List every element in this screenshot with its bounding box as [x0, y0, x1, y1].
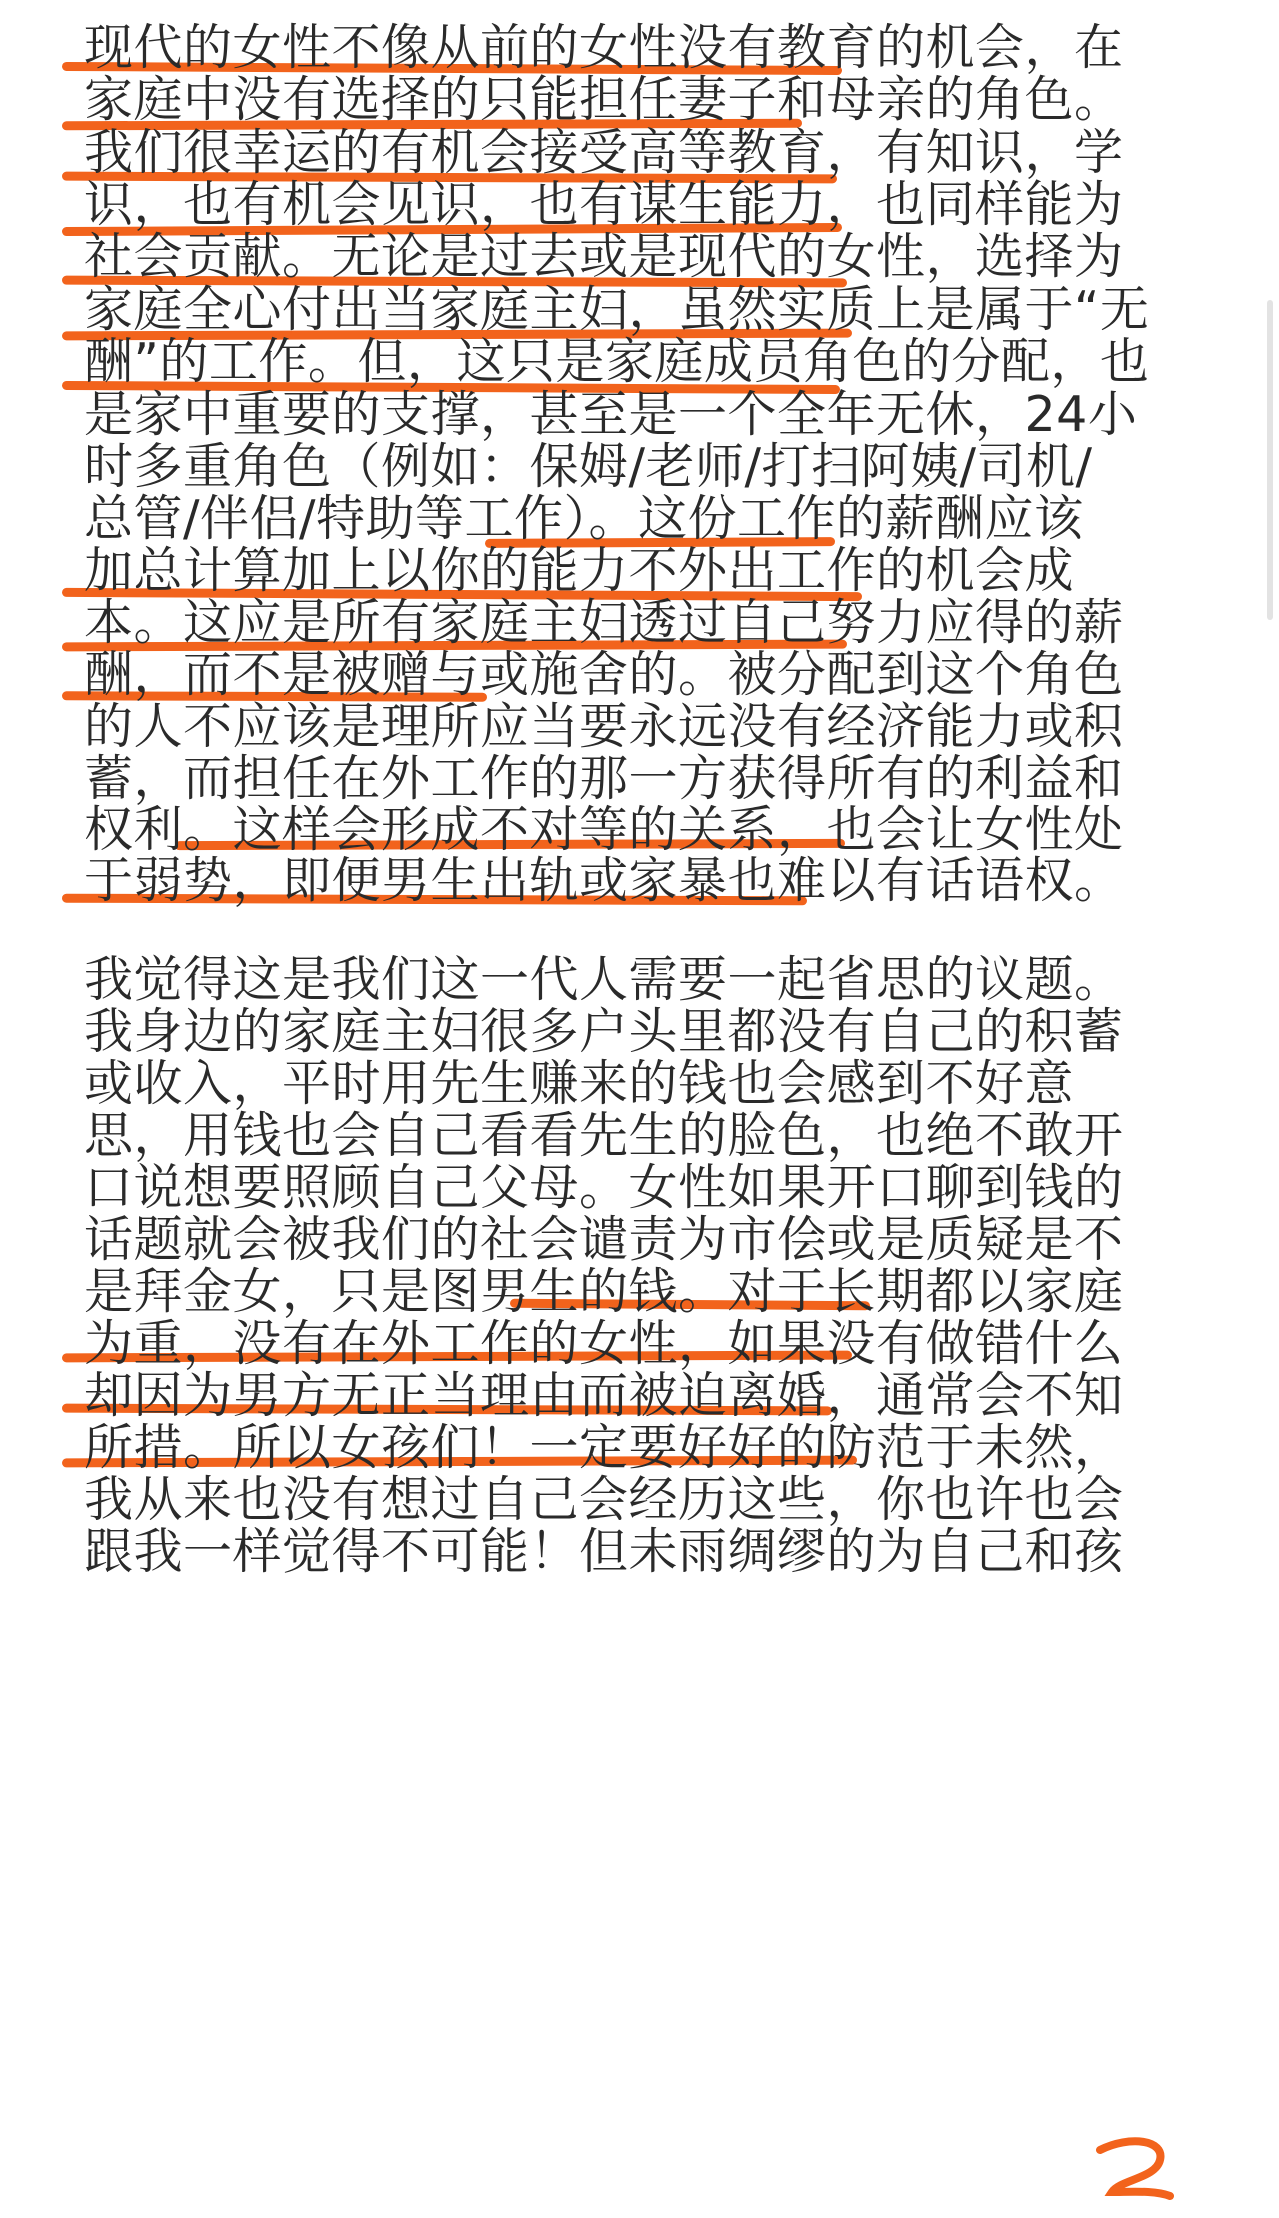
text-line: 于弱势，即便男生出轨或家暴也难以有话语权。: [84, 852, 1124, 909]
text-line: 为重，没有在外工作的女性，如果没有做错什么: [84, 1315, 1124, 1372]
text-line: 思，用钱也会自己看看先生的脸色，也绝不敢开: [84, 1107, 1124, 1164]
text-line: 酬”的工作。但，这只是家庭成员角色的分配，也: [84, 333, 1150, 390]
text-line: 口说想要照顾自己父母。女性如果开口聊到钱的: [84, 1159, 1124, 1216]
text-line: 识，也有机会见识，也有谋生能力，也同样能为: [84, 176, 1124, 233]
text-line: 酬，而不是被赠与或施舍的。被分配到这个角色: [84, 646, 1124, 703]
text-line: 加总计算加上以你的能力不外出工作的机会成: [84, 542, 1075, 599]
text-line: 我身边的家庭主妇很多户头里都没有自己的积蓄: [84, 1003, 1124, 1060]
text-line: 或收入，平时用先生赚来的钱也会感到不好意: [84, 1055, 1075, 1112]
text-line: 家庭中没有选择的只能担任妻子和母亲的角色。: [84, 71, 1124, 128]
text-line: 蓄，而担任在外工作的那一方获得所有的利益和: [84, 750, 1124, 807]
text-line: 我们很幸运的有机会接受高等教育，有知识，学: [84, 124, 1124, 181]
text-line: 本。这应是所有家庭主妇透过自己努力应得的薪: [84, 594, 1124, 651]
marker-swirl-icon: [1090, 2130, 1180, 2210]
text-line: 社会贡献。无论是过去或是现代的女性，选择为: [84, 228, 1124, 285]
text-line: 是拜金女，只是图男生的钱。对于长期都以家庭: [84, 1263, 1124, 1320]
text-line: 总管/伴侣/特助等工作）。这份工作的薪酬应该: [84, 490, 1084, 547]
text-line: 我从来也没有想过自己会经历这些，你也许也会: [84, 1471, 1124, 1528]
text-line: 时多重角色（例如：保姆/老师/打扫阿姨/司机/: [84, 438, 1093, 495]
text-line: 是家中重要的支撑，甚至是一个全年无休，24小: [84, 386, 1138, 443]
text-line: 话题就会被我们的社会谴责为市侩或是质疑是不: [84, 1211, 1124, 1268]
text-line: 家庭全心付出当家庭主妇，虽然实质上是属于“无: [84, 281, 1150, 338]
text-line: 跟我一样觉得不可能！但未雨绸缪的为自己和孩: [84, 1523, 1124, 1580]
text-line: 现代的女性不像从前的女性没有教育的机会，在: [84, 19, 1124, 76]
text-line: 的人不应该是理所应当要永远没有经济能力或积: [84, 698, 1124, 755]
text-line: 我觉得这是我们这一代人需要一起省思的议题。: [84, 951, 1124, 1008]
text-line: 却因为男方无正当理由而被迫离婚，通常会不知: [84, 1367, 1124, 1424]
scrollbar[interactable]: [1267, 300, 1273, 620]
text-line: 所措。所以女孩们！一定要好好的防范于未然，: [84, 1419, 1124, 1476]
text-line: 权利。这样会形成不对等的关系，也会让女性处: [84, 801, 1124, 858]
